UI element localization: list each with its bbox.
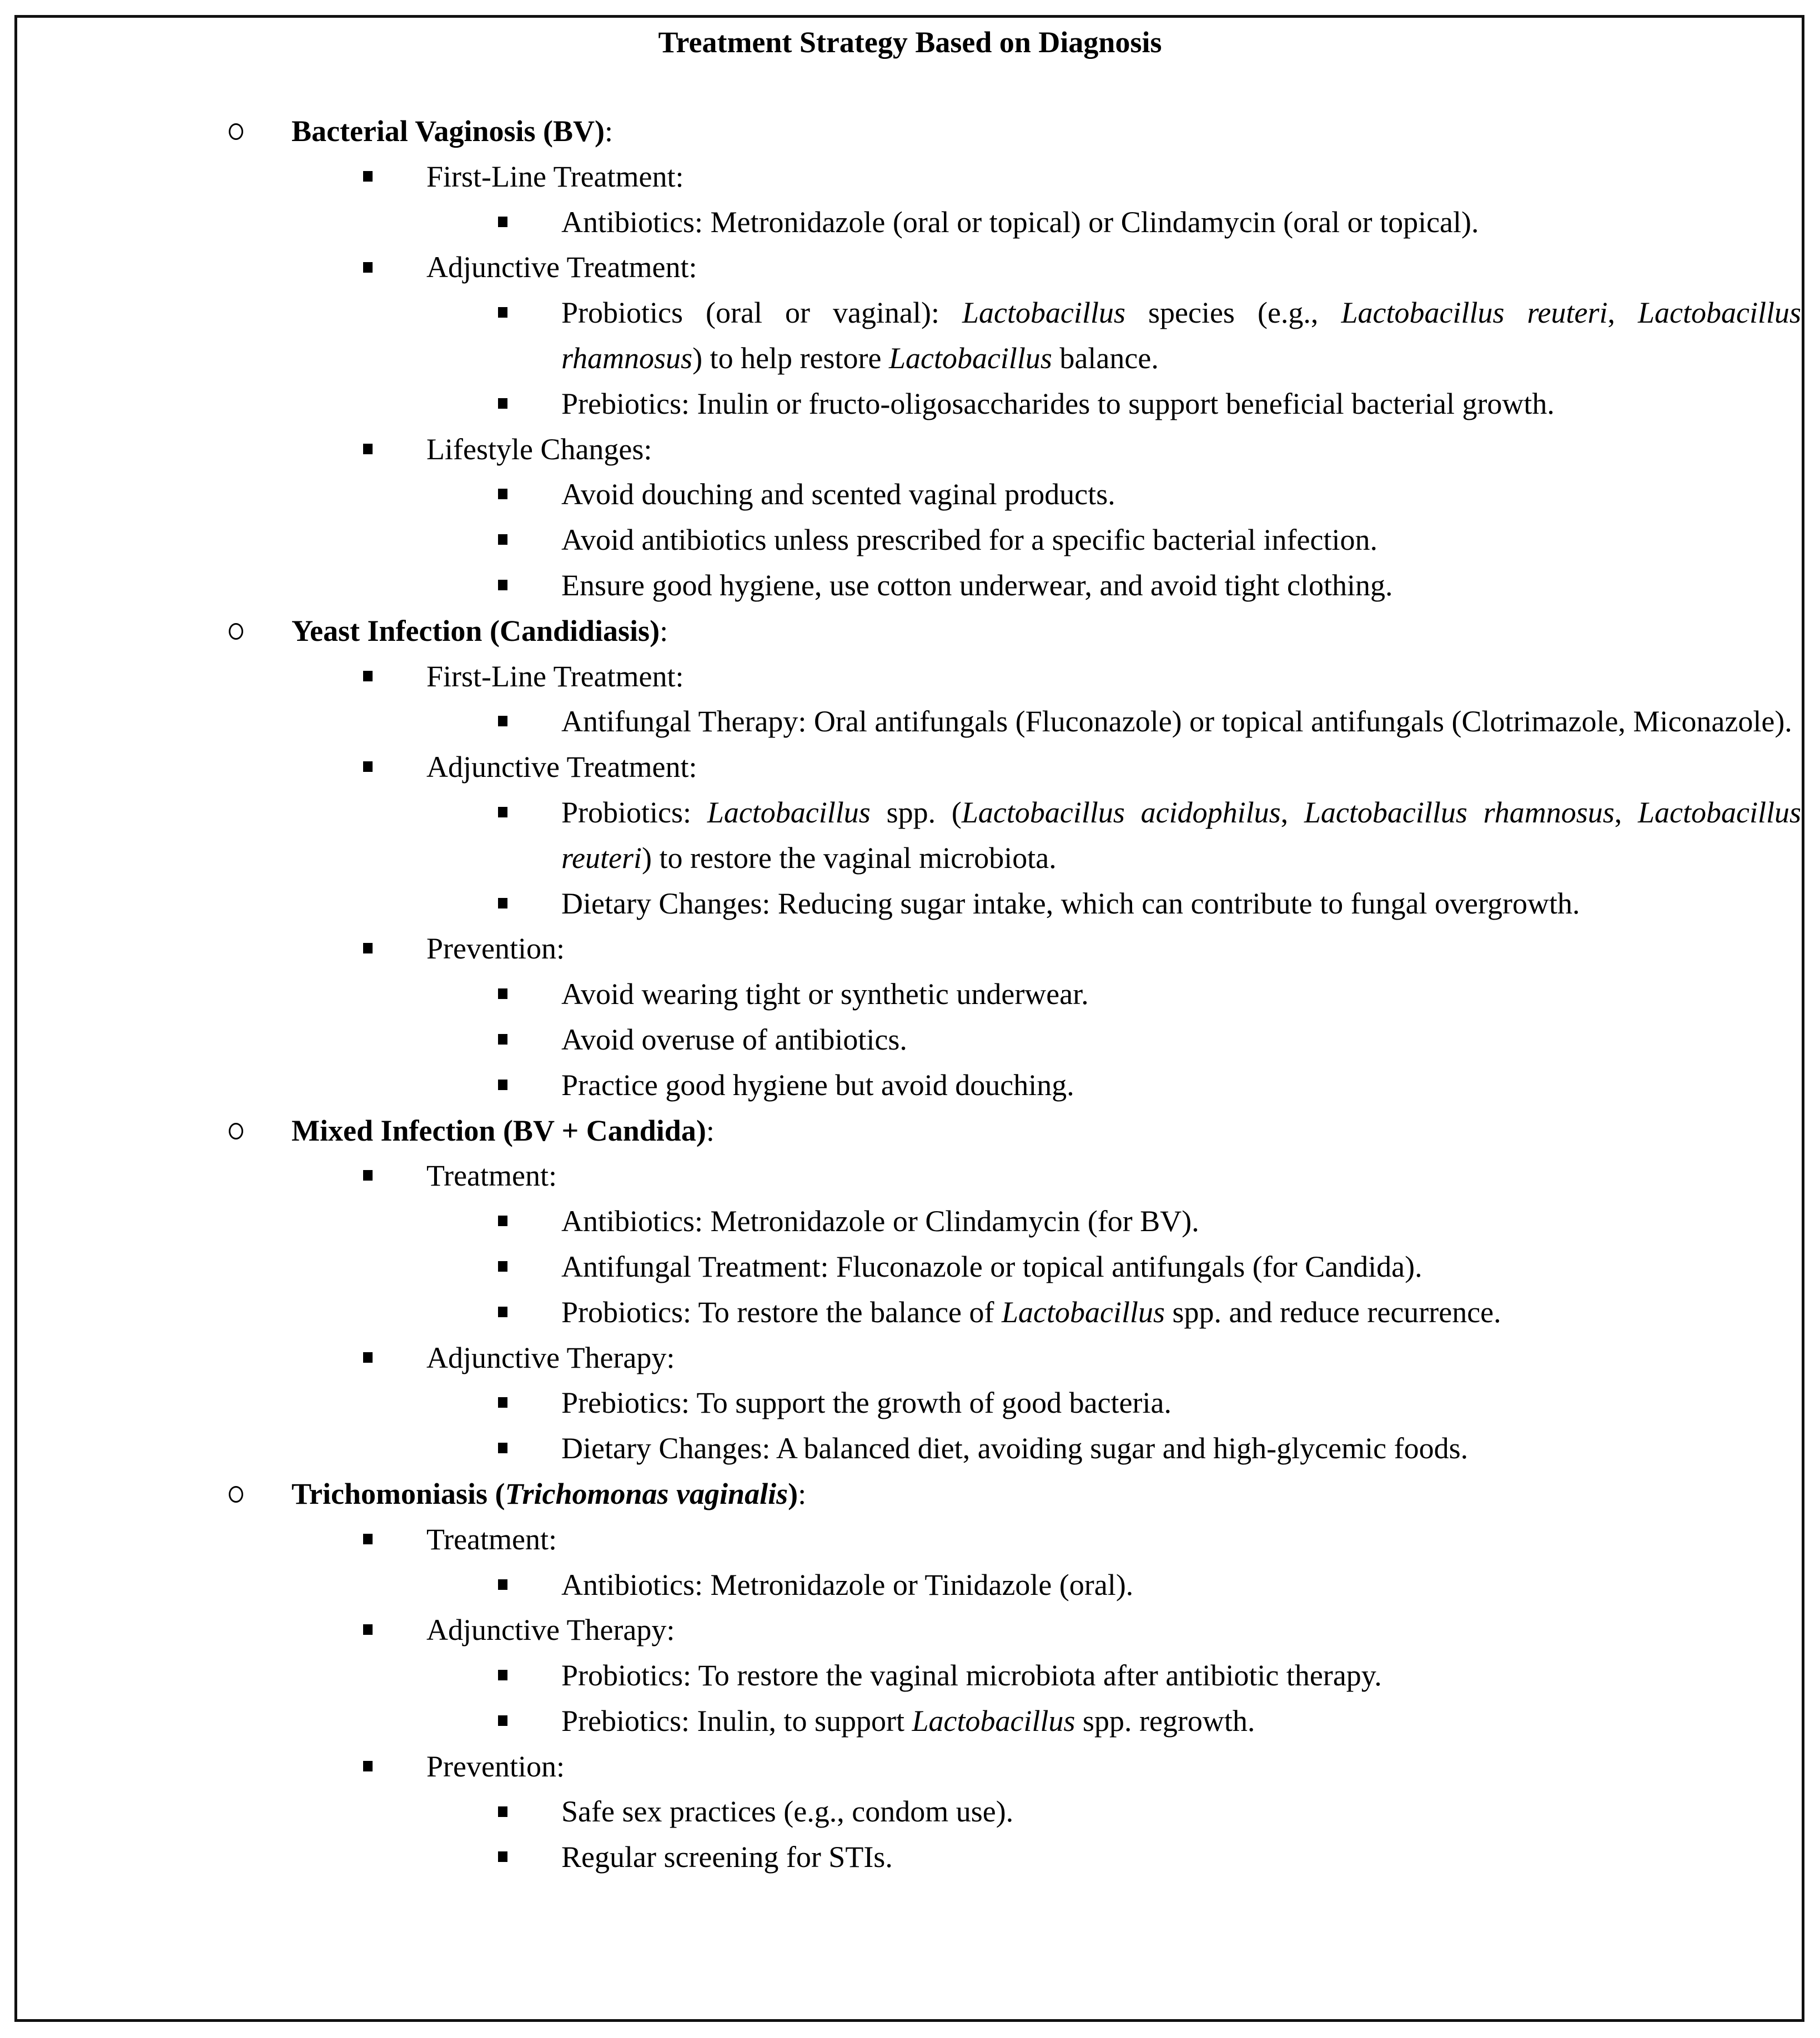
square-glyph — [498, 1579, 507, 1590]
list-item — [0, 1426, 1820, 1472]
italic-term: Lactobacillus — [962, 296, 1125, 330]
square-glyph — [498, 1806, 507, 1817]
square-glyph — [363, 671, 373, 681]
square-glyph — [498, 1261, 507, 1272]
square-bullet-icon — [363, 1744, 373, 1790]
square-bullet-icon — [498, 1699, 507, 1744]
list-item-text — [561, 972, 1801, 1017]
list-item-text — [561, 518, 1801, 563]
text-run: Probiotics: To restore the balance of — [561, 1295, 1002, 1329]
list-item-text — [561, 1381, 1801, 1426]
square-glyph — [363, 943, 373, 953]
group-label-text: Adjunctive Treatment: — [426, 250, 697, 284]
list-item-text — [561, 472, 1801, 518]
list-item-text — [561, 1290, 1801, 1336]
list-item-text — [561, 790, 1801, 881]
square-glyph — [498, 1670, 507, 1680]
square-glyph — [498, 1080, 507, 1090]
square-bullet-icon — [498, 1835, 507, 1880]
treatment-outline — [0, 109, 1820, 1880]
list-item — [0, 1063, 1820, 1108]
list-item-text — [561, 1699, 1801, 1744]
circle-glyph — [229, 1486, 243, 1503]
section-heading-text — [291, 109, 1798, 154]
square-bullet-icon — [363, 427, 373, 473]
list-item — [0, 1290, 1820, 1336]
square-bullet-icon — [363, 1153, 373, 1199]
text-run: Dietary Changes: A balanced diet, avoiding sugar and high-glycemic foods. — [561, 1432, 1469, 1465]
text-run: spp. ( — [870, 795, 962, 829]
text-run: ) to restore the vaginal microbiota. — [641, 841, 1057, 875]
text-run: Probiotics (oral or vaginal): — [561, 296, 962, 330]
hollow-circle-bullet-icon — [229, 1472, 243, 1517]
list-item — [0, 1017, 1820, 1063]
list-item-text — [561, 1017, 1801, 1063]
text-run: Avoid douching and scented vaginal products. — [561, 478, 1115, 511]
square-bullet-icon — [498, 518, 507, 563]
square-bullet-icon — [363, 1517, 373, 1563]
text-run: Avoid wearing tight or synthetic underwear. — [561, 977, 1089, 1011]
square-glyph — [498, 217, 507, 227]
square-bullet-icon — [363, 154, 373, 200]
list-item — [0, 1563, 1820, 1608]
list-item — [0, 881, 1820, 927]
section-heading — [0, 1472, 1820, 1517]
square-bullet-icon — [498, 1063, 507, 1108]
text-run: Antifungal Therapy: Oral antifungals (Fluconazole) or topical antifungals (Clotrimazole, Miconazole). — [561, 705, 1792, 739]
list-item-text — [561, 1063, 1801, 1108]
group-label — [0, 154, 1820, 200]
square-bullet-icon — [498, 790, 507, 836]
group-label-text: First-Line Treatment: — [426, 659, 684, 693]
group-label — [0, 1336, 1820, 1381]
group-label — [0, 245, 1820, 290]
text-run: Avoid overuse of antibiotics. — [561, 1022, 907, 1056]
square-bullet-icon — [498, 881, 507, 927]
list-item — [0, 563, 1820, 609]
heading-bold: Trichomoniasis ( — [291, 1477, 505, 1510]
list-item-text — [561, 1653, 1801, 1699]
list-item — [0, 699, 1820, 745]
italic-term: Lactobacillus — [912, 1704, 1075, 1738]
list-item — [0, 290, 1820, 382]
square-glyph — [498, 580, 507, 590]
group-label — [0, 1517, 1820, 1563]
square-glyph — [498, 1851, 507, 1862]
text-run: balance. — [1052, 341, 1159, 375]
list-item-text — [561, 1563, 1801, 1608]
heading-colon: : — [798, 1477, 807, 1510]
section-heading — [0, 109, 1820, 154]
heading-bold: Yeast Infection (Candidiasis) — [291, 614, 660, 647]
group-label — [0, 1744, 1820, 1790]
square-bullet-icon — [498, 382, 507, 427]
heading-bold-post: ) — [788, 1477, 798, 1510]
list-item-text — [561, 1426, 1801, 1472]
square-glyph — [498, 1443, 507, 1453]
text-run: Probiotics: — [561, 795, 707, 829]
list-item-text — [561, 881, 1801, 927]
square-glyph — [498, 1216, 507, 1226]
list-item — [0, 790, 1820, 881]
list-item — [0, 382, 1820, 427]
italic-term: Lactobacillus rhamnosus — [1304, 795, 1615, 829]
list-item — [0, 1789, 1820, 1835]
square-bullet-icon — [363, 1336, 373, 1381]
square-glyph — [498, 307, 507, 318]
section-heading-text — [291, 1108, 1798, 1154]
list-item — [0, 472, 1820, 518]
square-glyph — [363, 1352, 373, 1363]
square-glyph — [363, 171, 373, 182]
text-run: spp. regrowth. — [1075, 1704, 1255, 1738]
text-run: Prebiotics: Inulin or fructo-oligosaccharides to support beneficial bacterial growth. — [561, 386, 1555, 420]
text-run: species (e.g., — [1125, 296, 1341, 330]
text-run: , — [1614, 795, 1638, 829]
italic-term: Lactobacillus reuteri — [561, 795, 1802, 875]
square-bullet-icon — [363, 245, 373, 290]
circle-glyph — [229, 1123, 243, 1140]
section-heading-text — [291, 609, 1798, 654]
text-run: Practice good hygiene but avoid douching. — [561, 1068, 1074, 1102]
list-item — [0, 518, 1820, 563]
group-label-text: Lifestyle Changes: — [426, 432, 652, 466]
square-bullet-icon — [498, 472, 507, 518]
group-label — [0, 427, 1820, 473]
group-label — [0, 926, 1820, 972]
square-bullet-icon — [498, 1426, 507, 1472]
list-item — [0, 972, 1820, 1017]
text-run: Safe sex practices (e.g., condom use). — [561, 1795, 1014, 1829]
square-bullet-icon — [363, 926, 373, 972]
text-run: Prebiotics: Inulin, to support — [561, 1704, 912, 1738]
group-label-text: Prevention: — [426, 932, 565, 966]
list-item-text — [561, 290, 1801, 382]
text-run: Avoid antibiotics unless prescribed for a specific bacterial infection. — [561, 523, 1377, 557]
text-run: Antibiotics: Metronidazole (oral or topical) or Clindamycin (oral or topical). — [561, 205, 1479, 239]
square-glyph — [363, 262, 373, 273]
text-run: ) to help restore — [692, 341, 889, 375]
section-heading — [0, 1108, 1820, 1154]
square-glyph — [498, 489, 507, 499]
square-glyph — [363, 761, 373, 772]
group-label-text: Adjunctive Therapy: — [426, 1341, 675, 1374]
square-glyph — [498, 898, 507, 908]
heading-bold: Mixed Infection (BV + Candida) — [291, 1113, 706, 1147]
list-item-text — [561, 1835, 1801, 1880]
hollow-circle-bullet-icon — [229, 109, 243, 154]
list-item — [0, 1244, 1820, 1290]
square-glyph — [363, 1170, 373, 1181]
list-item — [0, 200, 1820, 245]
square-glyph — [363, 444, 373, 454]
square-glyph — [498, 716, 507, 726]
group-label — [0, 1153, 1820, 1199]
group-label-text: Treatment: — [426, 1522, 557, 1556]
italic-term: Lactobacillus — [1002, 1295, 1165, 1329]
text-run: Regular screening for STIs. — [561, 1840, 893, 1874]
section-heading — [0, 609, 1820, 654]
list-item — [0, 1381, 1820, 1426]
square-bullet-icon — [498, 1563, 507, 1608]
text-run: Dietary Changes: Reducing sugar intake, which can contribute to fungal overgrowth. — [561, 886, 1580, 920]
square-bullet-icon — [498, 1789, 507, 1835]
square-glyph — [363, 1761, 373, 1771]
text-run: spp. and reduce recurrence. — [1165, 1295, 1501, 1329]
square-bullet-icon — [498, 972, 507, 1017]
list-item-text — [561, 1789, 1801, 1835]
group-label-text: Treatment: — [426, 1159, 557, 1193]
list-item-text — [561, 563, 1801, 609]
list-item-text — [561, 1244, 1801, 1290]
text-run: Prebiotics: To support the growth of good bacteria. — [561, 1386, 1172, 1420]
square-bullet-icon — [498, 1244, 507, 1290]
group-label — [0, 745, 1820, 790]
group-label-text: Adjunctive Treatment: — [426, 750, 697, 784]
square-glyph — [498, 988, 507, 999]
italic-term: Lactobacillus reuteri — [1341, 296, 1608, 330]
square-glyph — [498, 1307, 507, 1317]
hollow-circle-bullet-icon — [229, 1108, 243, 1154]
heading-colon: : — [660, 614, 668, 647]
text-run: Ensure good hygiene, use cotton underwear, and avoid tight clothing. — [561, 568, 1393, 602]
square-glyph — [498, 1397, 507, 1408]
square-bullet-icon — [498, 699, 507, 745]
group-label-text: First-Line Treatment: — [426, 159, 684, 193]
square-bullet-icon — [498, 1290, 507, 1336]
list-item — [0, 1199, 1820, 1244]
square-glyph — [498, 1715, 507, 1726]
text-run: Antibiotics: Metronidazole or Clindamycin (for BV). — [561, 1204, 1199, 1238]
italic-term: Lactobacillus — [888, 341, 1052, 375]
italic-term: Lactobacillus acidophilus — [961, 795, 1281, 829]
square-bullet-icon — [498, 200, 507, 245]
square-glyph — [363, 1534, 373, 1544]
square-glyph — [498, 398, 507, 409]
list-item-text — [561, 382, 1801, 427]
text-run: Antifungal Treatment: Fluconazole or topical antifungals (for Candida). — [561, 1249, 1422, 1283]
heading-colon: : — [605, 114, 614, 148]
italic-term: Lactobacillus rhamnosus — [561, 296, 1801, 375]
italic-term: Lactobacillus — [707, 795, 871, 829]
heading-colon: : — [706, 1113, 715, 1147]
group-label-text: Prevention: — [426, 1749, 565, 1783]
list-item-text — [561, 200, 1801, 245]
list-item — [0, 1653, 1820, 1699]
heading-bold: Bacterial Vaginosis (BV) — [291, 114, 605, 148]
group-label-text: Adjunctive Therapy: — [426, 1613, 675, 1647]
square-glyph — [363, 1624, 373, 1635]
circle-glyph — [229, 623, 243, 640]
text-run: , — [1280, 795, 1304, 829]
list-item — [0, 1835, 1820, 1880]
heading-italic: Trichomonas vaginalis — [505, 1477, 788, 1510]
square-bullet-icon — [498, 1199, 507, 1244]
square-bullet-icon — [498, 290, 507, 336]
square-bullet-icon — [498, 1017, 507, 1063]
square-bullet-icon — [363, 1608, 373, 1653]
document-title: Treatment Strategy Based on Diagnosis — [658, 26, 1162, 59]
square-glyph — [498, 534, 507, 545]
text-run: , — [1607, 296, 1638, 330]
text-run: Antibiotics: Metronidazole or Tinidazole (oral). — [561, 1568, 1134, 1602]
square-bullet-icon — [498, 563, 507, 609]
square-bullet-icon — [498, 1381, 507, 1426]
group-label — [0, 654, 1820, 700]
text-run: Probiotics: To restore the vaginal microbiota after antibiotic therapy. — [561, 1659, 1382, 1693]
group-label — [0, 1608, 1820, 1653]
square-glyph — [498, 807, 507, 817]
section-heading-text — [291, 1472, 1798, 1517]
square-bullet-icon — [498, 1653, 507, 1699]
list-item-text — [561, 1199, 1801, 1244]
square-bullet-icon — [363, 654, 373, 700]
square-glyph — [498, 1034, 507, 1045]
list-item — [0, 1699, 1820, 1744]
circle-glyph — [229, 123, 243, 140]
hollow-circle-bullet-icon — [229, 609, 243, 654]
square-bullet-icon — [363, 745, 373, 790]
list-item-text — [561, 699, 1801, 745]
